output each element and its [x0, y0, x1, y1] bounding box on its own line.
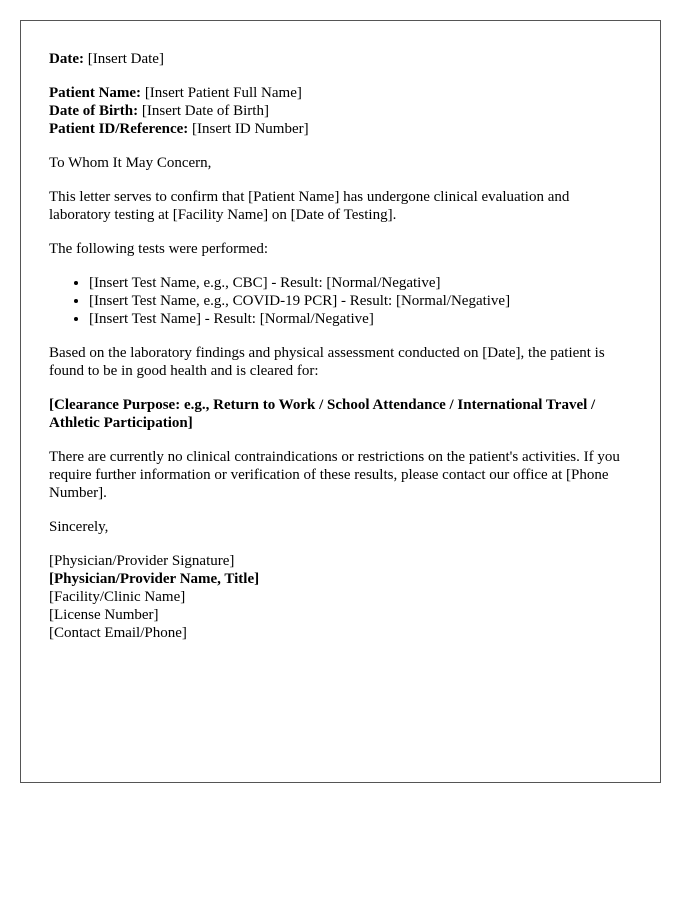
patient-name-label: Patient Name:	[49, 85, 142, 101]
dob-value: [Insert Date of Birth]	[141, 103, 269, 119]
patient-name-value: [Insert Patient Full Name]	[144, 85, 302, 101]
patient-id-label: Patient ID/Reference:	[49, 121, 189, 137]
clearance-purpose	[49, 396, 632, 432]
intro-paragraph: This letter serves to confirm that [Patient Name] has undergone clinical evaluation and laboratory testing at [Facility Name] on [Date of Testing].	[49, 189, 570, 223]
contact-info: [Contact Email/Phone]	[49, 625, 187, 641]
test-item: • [Insert Test Name, e.g., COVID-19 PCR] - Result: [Normal/Negative]	[89, 292, 632, 310]
letter-page	[20, 20, 661, 783]
dob-label: Date of Birth:	[49, 103, 139, 119]
provider-name-text: [Physician/Provider Name, Title]	[49, 571, 260, 587]
date-line	[49, 50, 632, 68]
patient-id-value: [Insert ID Number]	[192, 121, 309, 137]
signature-block	[49, 552, 632, 642]
tests-intro: The following tests were performed:	[49, 241, 269, 257]
date-label: Date:	[49, 51, 84, 67]
date-value: [Insert Date]	[87, 51, 164, 67]
test-item: • [Insert Test Name] - Result: [Normal/Negative]	[89, 310, 632, 328]
signoff: Sincerely,	[49, 519, 109, 535]
signature-line: [Physician/Provider Signature]	[49, 553, 235, 569]
findings-paragraph: Based on the laboratory findings and physical assessment conducted on [Date], the patient is found to be in good health and is cleared for:	[49, 345, 605, 379]
license-number: [License Number]	[49, 607, 159, 623]
salutation: To Whom It May Concern,	[49, 155, 212, 171]
closing-paragraph: There are currently no clinical contraindications or restrictions on the patient's activities. If you require further information or verification of these results, please contact our office at [Phone Number].	[49, 449, 620, 501]
clearance-text: [Clearance Purpose: e.g., Return to Work / School Attendance / International Travel / Athletic Participation]	[49, 397, 596, 431]
facility-name: [Facility/Clinic Name]	[49, 589, 186, 605]
test-item: • [Insert Test Name, e.g., CBC] - Result: [Normal/Negative]	[89, 274, 632, 292]
tests-list	[49, 274, 632, 328]
patient-info	[49, 84, 632, 138]
provider-name-title	[49, 570, 632, 588]
